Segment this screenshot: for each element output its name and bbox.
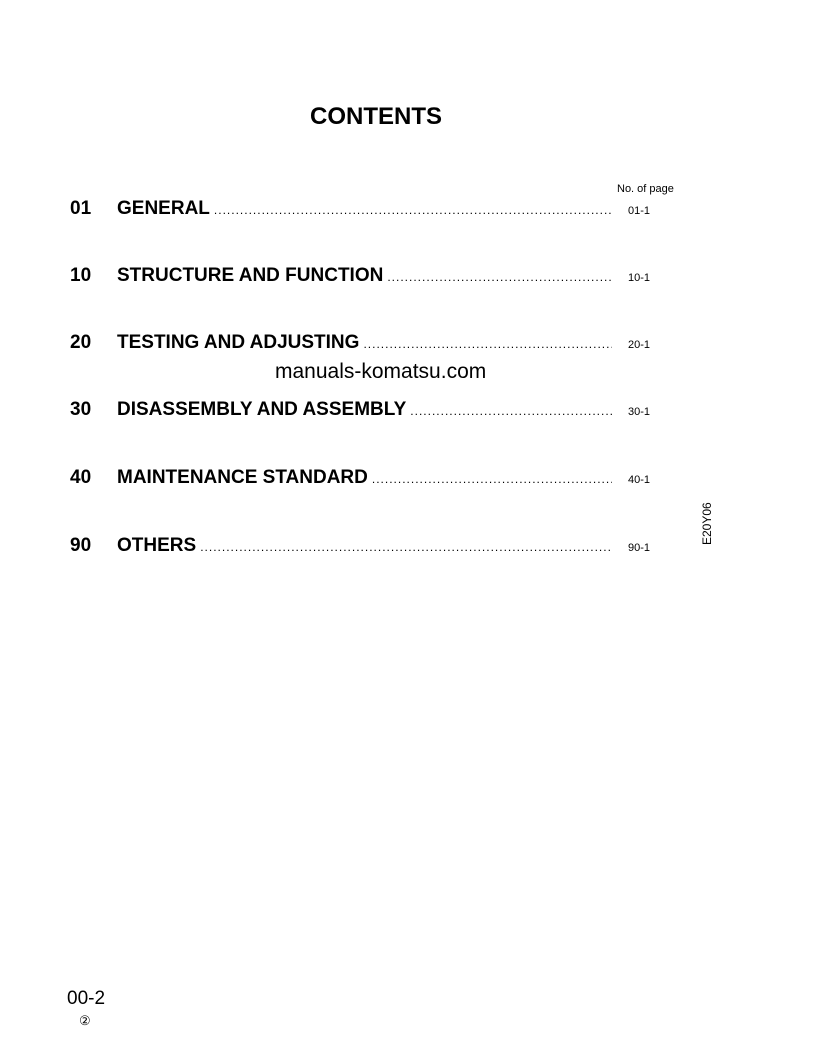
toc-entry[interactable] [70, 467, 660, 491]
section-number: 01 [70, 198, 92, 219]
dot-leader [387, 270, 612, 284]
page-ref: 90-1 [628, 542, 651, 554]
section-number: 40 [70, 467, 92, 488]
section-title: STRUCTURE AND FUNCTION [117, 265, 384, 286]
section-number: 30 [70, 399, 92, 420]
section-title: OTHERS [117, 535, 197, 556]
page-ref: 20-1 [628, 339, 651, 351]
toc-entry[interactable] [70, 399, 660, 423]
section-title: GENERAL [117, 198, 210, 219]
toc-entry[interactable] [70, 198, 660, 222]
section-title: MAINTENANCE STANDARD [117, 467, 368, 488]
dot-leader [214, 203, 612, 217]
column-header: No. of page [617, 183, 674, 195]
toc-entry[interactable] [70, 265, 660, 289]
section-title: TESTING AND ADJUSTING [117, 332, 360, 353]
section-number: 90 [70, 535, 92, 556]
page-number: 00-2 [67, 988, 106, 1009]
page-ref: 30-1 [628, 406, 651, 418]
section-title: DISASSEMBLY AND ASSEMBLY [117, 399, 407, 420]
dot-leader [372, 472, 612, 486]
page-ref: 01-1 [628, 205, 651, 217]
toc-entry[interactable] [70, 332, 660, 356]
toc-entry[interactable] [70, 535, 660, 559]
section-number: 20 [70, 332, 92, 353]
watermark: manuals-komatsu.com [275, 360, 487, 383]
dot-leader [410, 404, 612, 418]
page-title: CONTENTS [310, 103, 442, 130]
section-number: 10 [70, 265, 92, 286]
dot-leader [363, 337, 612, 351]
page-ref: 10-1 [628, 272, 651, 284]
dot-leader [200, 540, 612, 554]
page-ref: 40-1 [628, 474, 651, 486]
revision-mark: ② [79, 1013, 91, 1028]
side-code: E20Y06 [700, 502, 714, 545]
